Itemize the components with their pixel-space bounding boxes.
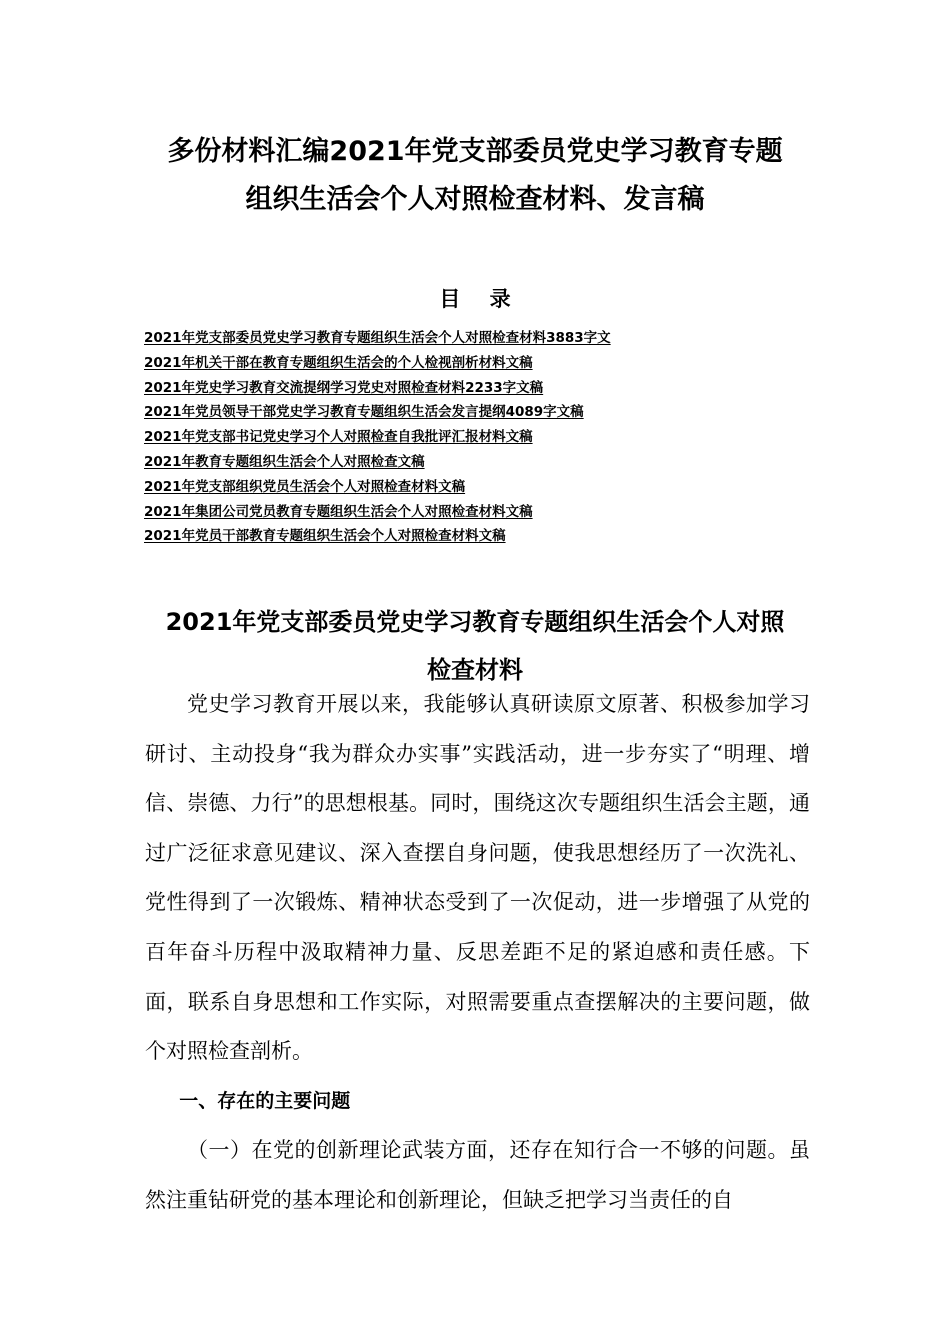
toc-item (144, 326, 844, 351)
toc-item (144, 425, 844, 450)
section-title-line-2: 检查材料 (427, 655, 523, 684)
body-paragraph: （一）在党的创新理论武装方面，还存在知行合一不够的问题。虽然注重钻研党的基本理论和创新理论，但缺乏把学习当责任的自 (145, 1138, 810, 1212)
toc-item (144, 500, 844, 525)
toc-link[interactable]: 2021年党支部委员党史学习教育专题组织生活会个人对照检查材料3883字文 (144, 330, 611, 346)
body-paragraph: 党史学习教育开展以来，我能够认真研读原文原著、积极参加学习研讨、主动投身“我为群众办实事”实践活动，进一步夯实了“明理、增信、崇德、力行”的思想根基。同时，围绕这次专题组织生活会主题，通过广泛征求意见建议、深入查摆自身问题，使我思想经历了一次洗礼、党性得到了一次锻炼、精神状态受到了一次促动，进一步增强了从党的百年奋斗历程中汲取精神力量、反思差距不足的紧迫感和责任感。下面，联系自身思想和工作实际，对照需要重点查摆解决的主要问题，做个对照检查剖析。 (145, 692, 810, 1064)
toc-link[interactable]: 2021年集团公司党员教育专题组织生活会个人对照检查材料文稿 (144, 503, 533, 520)
section-heading: 一、存在的主要问题 (179, 1089, 351, 1112)
toc-item (144, 400, 844, 425)
toc-item (144, 376, 844, 401)
toc-link[interactable]: 2021年党支部书记党史学习个人对照检查自我批评汇报材料文稿 (144, 429, 533, 446)
toc-link[interactable]: 2021年党支部组织党员生活会个人对照检查材料文稿 (144, 478, 466, 495)
toc-link[interactable]: 2021年党员干部教育专题组织生活会个人对照检查材料文稿 (144, 528, 506, 545)
body-text (145, 680, 810, 1226)
document-title-line-2: 组织生活会个人对照检查材料、发言稿 (245, 184, 705, 215)
toc-item (144, 351, 844, 376)
table-of-contents (144, 326, 844, 549)
toc-link[interactable]: 2021年党史学习教育交流提纲学习党史对照检查材料2233字文稿 (144, 379, 544, 396)
toc-heading: 目 录 (439, 287, 511, 311)
toc-link[interactable]: 2021年机关干部在教育专题组织生活会的个人检视剖析材料文稿 (144, 354, 533, 371)
section-title-line-1: 2021年党支部委员党史学习教育专题组织生活会个人对照 (165, 607, 785, 636)
toc-item (144, 475, 844, 500)
toc-link[interactable]: 2021年教育专题组织生活会个人对照检查文稿 (144, 453, 425, 470)
toc-item (144, 524, 844, 549)
toc-item (144, 450, 844, 475)
toc-link[interactable]: 2021年党员领导干部党史学习教育专题组织生活会发言提纲4089字文稿 (144, 404, 584, 421)
document-title-line-1: 多份材料汇编2021年党支部委员党史学习教育专题 (167, 136, 783, 167)
